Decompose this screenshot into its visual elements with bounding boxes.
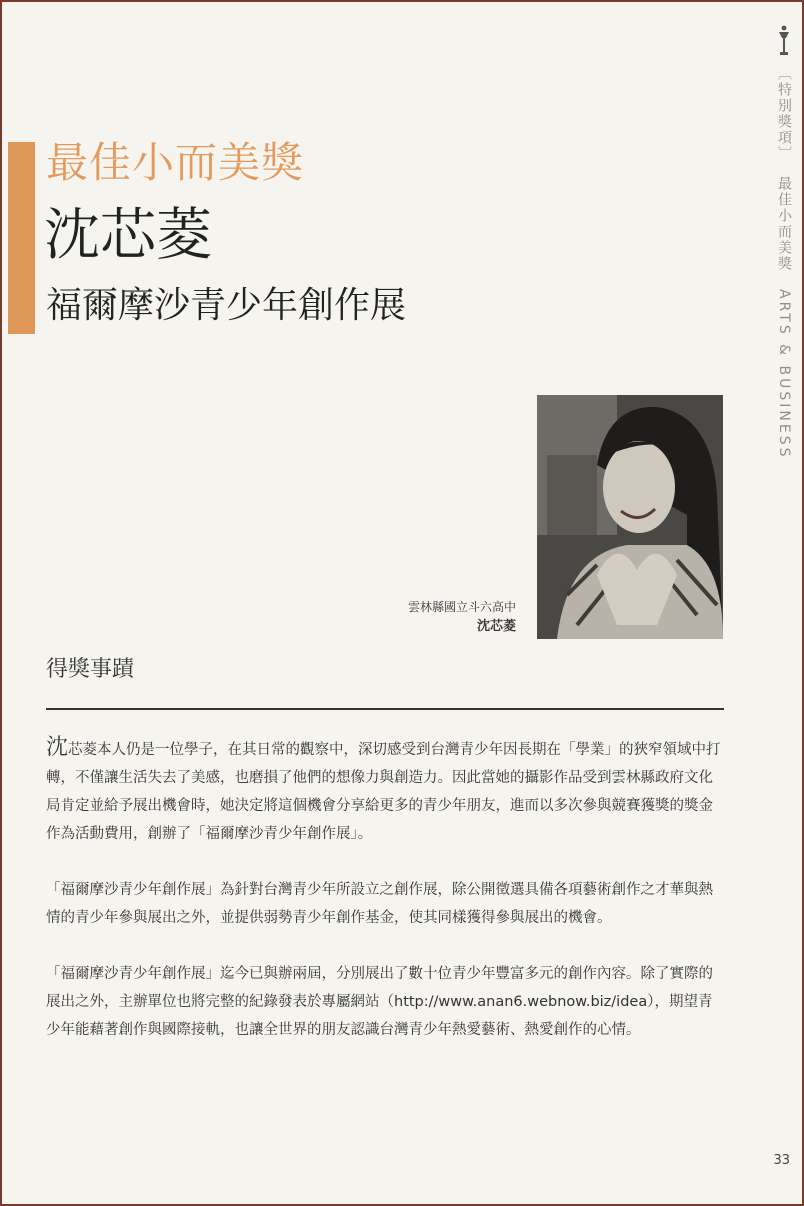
paragraph-3: 「福爾摩沙青少年創作展」迄今已與辦兩屆，分別展出了數十位青少年豐富多元的創作內容。除了實際的展出之外，主辦單位也將完整的紀錄發表於專屬網站（http://www.anan6.webnow.biz/idea），期望青少年能藉著創作與國際接軌，也讓全世界的朋友認識台灣青少年熱愛藝術、熱愛創作的心情。 (46, 966, 713, 1038)
recipient-name: 沈芯菱 (44, 203, 212, 268)
paragraph-1-text: 芯菱本人仍是一位學子，在其日常的觀察中，深切感受到台灣青少年因長期在「學業」的狹窄領域中打轉，不僅讓生活失去了美感，也磨損了他們的想像力與創造力。因此當她的攝影作品受到雲林縣政府文化局肯定並給予展出機會時，她決定將這個機會分享給更多的青少年朋友，進而以多次參與競賽獲獎的獎金作為活動費用，創辦了「福爾摩沙青少年創作展」。 (46, 742, 721, 842)
side-caption (774, 66, 794, 459)
trophy-icon (776, 24, 792, 60)
side-label (770, 24, 798, 459)
caption-school: 雲林縣國立斗六高中 (407, 600, 516, 614)
page-number: 33 (773, 1153, 790, 1168)
paragraph-1 (46, 734, 726, 848)
project-title: 福爾摩沙青少年創作展 (46, 285, 407, 326)
section-divider (46, 708, 724, 710)
section-heading: 得獎事蹟 (46, 657, 135, 682)
side-category: 〔特別獎項〕 (776, 66, 792, 162)
paragraph-2: 「福爾摩沙青少年創作展」為針對台灣青少年所設立之創作展，除公開徵選具備各項藝術創作之才華與熱情的青少年參與展出之外，並提供弱勢青少年創作基金，使其同樣獲得參與展出的機會。 (46, 882, 713, 926)
drop-cap: 沈 (46, 735, 69, 760)
accent-bar (8, 142, 35, 334)
portrait-photo (537, 395, 723, 639)
article-body (46, 734, 726, 1072)
caption-name: 沈芯菱 (476, 619, 516, 634)
portrait-illustration (537, 395, 723, 639)
award-title: 最佳小而美獎 (46, 138, 305, 187)
photo-caption (408, 597, 516, 637)
side-english: ARTS & BUSINESS (776, 288, 792, 460)
side-award: 最佳小而美獎 (776, 176, 792, 273)
